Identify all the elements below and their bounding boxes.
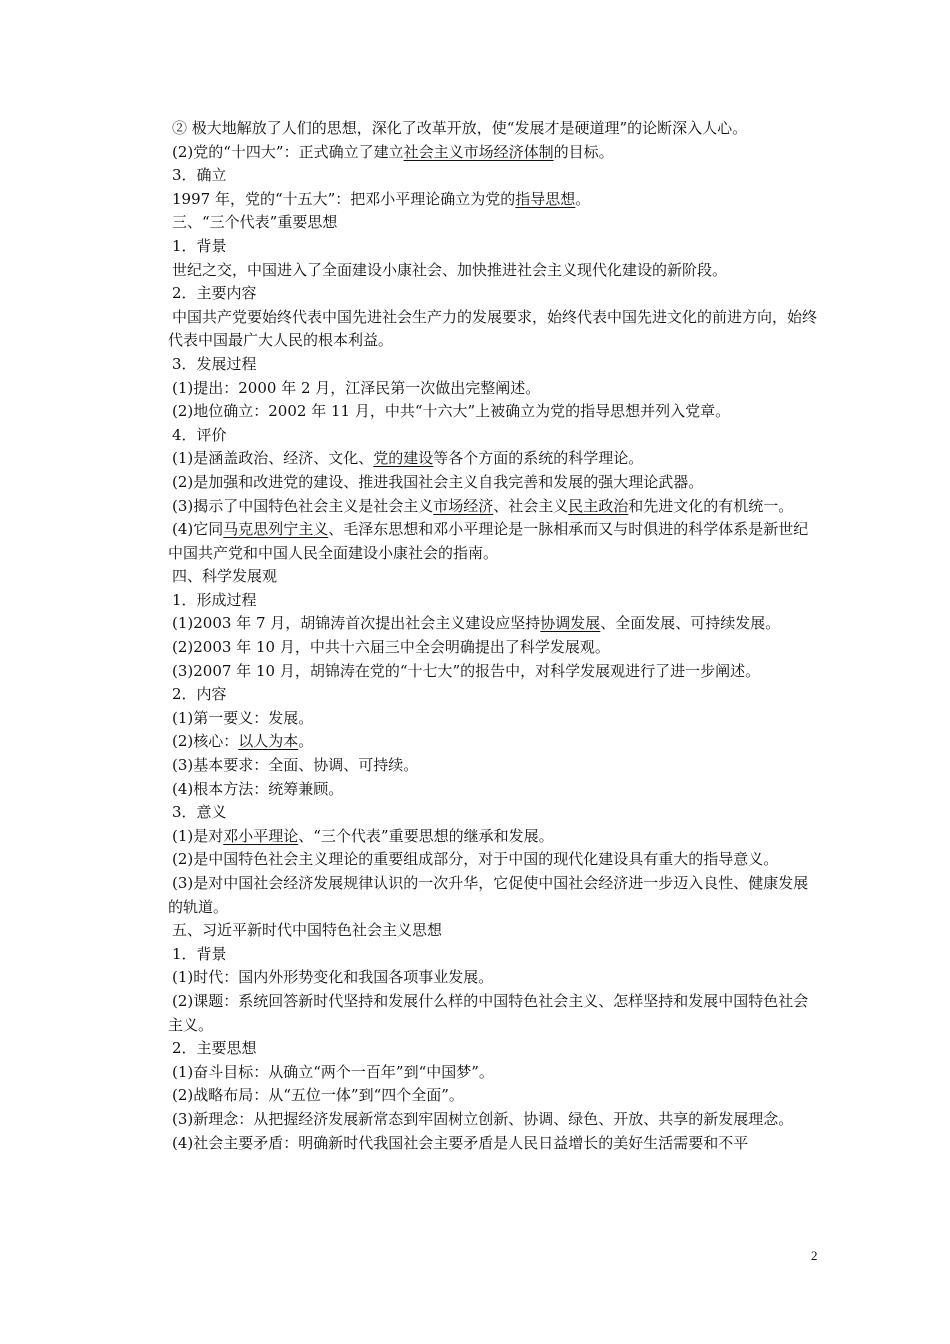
text-line [168, 778, 818, 802]
text-span: (1)第一要义：发展。 [172, 708, 314, 727]
underlined-term: 以人为本 [238, 732, 299, 751]
text-span: 五、习近平新时代中国特色社会主义思想 [172, 921, 443, 940]
text-span: 2．主要思想 [172, 1039, 257, 1058]
text-line [168, 1108, 818, 1132]
text-span: (3)是对中国社会经济发展规律认识的一次升华，它促使中国社会经济进一步迈入良性、健康发展的轨道。 [168, 874, 809, 916]
text-span: 2．内容 [172, 685, 227, 704]
text-span: 、毛泽东思想和邓小平理论是一脉相承而又与时俱进的科学体系是新世纪中国共产党和中国人民全面建设小康社会的指南。 [168, 520, 809, 562]
text-line [168, 1061, 818, 1085]
text-line [168, 141, 818, 165]
text-span: 、“三个代表”重要思想的继承和发展。 [298, 826, 554, 845]
text-line [168, 754, 818, 778]
text-span: 4．评价 [172, 425, 227, 444]
text-span: 三、“三个代表”重要思想 [172, 213, 338, 232]
text-line [168, 636, 818, 660]
text-span: (1)是对 [172, 826, 224, 845]
underlined-term: 邓小平理论 [223, 826, 299, 845]
document-body [168, 117, 818, 1155]
text-line [168, 353, 818, 377]
text-line [168, 447, 818, 471]
text-line [168, 707, 818, 731]
text-span: 、全面发展、可持续发展。 [600, 614, 781, 633]
page-number: 2 [811, 1248, 818, 1263]
text-line [168, 495, 818, 519]
text-span: (3)基本要求：全面、协调、可持续。 [172, 756, 419, 775]
underlined-term: 指导思想 [515, 189, 576, 208]
text-span: (1)2003 年 7 月，胡锦涛首次提出社会主义建设应坚持 [172, 614, 541, 633]
text-line [168, 683, 818, 707]
text-span: 1．形成过程 [172, 590, 257, 609]
text-span: 2．主要内容 [172, 284, 257, 303]
text-span: (3)揭示了中国特色社会主义是社会主义 [172, 496, 434, 515]
text-span: 3．确立 [172, 166, 227, 185]
text-line [168, 990, 818, 1037]
text-line [168, 424, 818, 448]
text-span: (4)根本方法：统筹兼顾。 [172, 779, 344, 798]
text-line [168, 943, 818, 967]
underlined-term: 协调发展 [540, 614, 601, 633]
text-line [168, 282, 818, 306]
text-line [168, 400, 818, 424]
text-line [168, 188, 818, 212]
text-line [168, 872, 818, 919]
text-span: 。 [575, 189, 591, 208]
text-span: (1)是涵盖政治、经济、文化、 [172, 449, 374, 468]
text-line [168, 825, 818, 849]
text-span: 、社会主义 [493, 496, 569, 515]
text-span: (2)核心： [172, 732, 239, 751]
text-span: 世纪之交，中国进入了全面建设小康社会、加快推进社会主义现代化建设的新阶段。 [172, 260, 728, 279]
text-span: (4)社会主要矛盾：明确新时代我国社会主要矛盾是人民日益增长的美好生活需要和不平 [172, 1133, 749, 1152]
text-span: (2)是中国特色社会主义理论的重要组成部分，对于中国的现代化建设具有重大的指导意义。 [172, 850, 779, 869]
text-span: 中国共产党要始终代表中国先进社会生产力的发展要求，始终代表中国先进文化的前进方向，始终代表中国最广大人民的根本利益。 [168, 307, 818, 350]
text-span: (2)是加强和改进党的建设、推进我国社会主义自我完善和发展的强大理论武器。 [172, 472, 704, 491]
text-line [168, 235, 818, 259]
text-span: (2)课题：系统回答新时代坚持和发展什么样的中国特色社会主义、怎样坚持和发展中国特色社会主义。 [168, 991, 809, 1034]
text-line [168, 801, 818, 825]
text-span: 和先进文化的有机统一。 [628, 496, 794, 515]
underlined-term: 马克思列宁主义 [223, 520, 329, 539]
text-span: (1)奋斗目标：从确立“两个一百年”到“中国梦”。 [172, 1062, 494, 1081]
text-line [168, 1084, 818, 1108]
text-span: (2)2003 年 10 月，中共十六届三中全会明确提出了科学发展观。 [172, 638, 610, 657]
text-line [168, 211, 818, 235]
text-line [168, 471, 818, 495]
text-span: 等各个方面的系统的科学理论。 [433, 449, 644, 468]
text-span: (4)它同 [172, 520, 224, 539]
text-line [168, 730, 818, 754]
text-span: (2)战略布局：从“五位一体”到“四个全面”。 [172, 1086, 464, 1105]
text-line [168, 1132, 818, 1156]
text-line [168, 848, 818, 872]
text-span: 的目标。 [553, 142, 614, 161]
underlined-term: 市场经济 [433, 496, 494, 515]
underlined-term: 民主政治 [568, 496, 629, 515]
text-line [168, 117, 818, 141]
text-line [168, 565, 818, 589]
text-line [168, 660, 818, 684]
text-line [168, 306, 818, 353]
text-line [168, 377, 818, 401]
text-span: 1997 年，党的“十五大”：把邓小平理论确立为党的 [172, 189, 516, 208]
text-line [168, 259, 818, 283]
text-line [168, 518, 818, 565]
text-line [168, 612, 818, 636]
text-line [168, 589, 818, 613]
underlined-term: 社会主义市场经济体制 [403, 142, 554, 161]
text-span: 1．背景 [172, 944, 227, 963]
text-span: 3．发展过程 [172, 354, 257, 373]
text-span: 四、科学发展观 [172, 567, 278, 586]
text-span: (1)提出：2000 年 2 月，江泽民第一次做出完整阐述。 [172, 378, 541, 397]
text-span: (3)2007 年 10 月，胡锦涛在党的“十七大”的报告中，对科学发展观进行了进一步阐述。 [172, 661, 761, 680]
text-span: 3．意义 [172, 803, 227, 822]
text-line [168, 966, 818, 990]
text-span: 。 [298, 732, 314, 751]
text-span: ② 极大地解放了人们的思想，深化了改革开放，使“发展才是硬道理”的论断深入人心。 [172, 119, 748, 137]
underlined-term: 党的建设 [373, 449, 434, 468]
text-line [168, 164, 818, 188]
text-line [168, 919, 818, 943]
text-span: (2)党的“十四大”：正式确立了建立 [172, 142, 404, 161]
text-span: (1)时代：国内外形势变化和我国各项事业发展。 [172, 968, 494, 987]
text-span: (2)地位确立：2002 年 11 月，中共“十六大”上被确立为党的指导思想并列入党章。 [172, 402, 731, 421]
text-line [168, 1037, 818, 1061]
text-span: 1．背景 [172, 236, 227, 255]
text-span: (3)新理念：从把握经济发展新常态到牢固树立创新、协调、绿色、开放、共享的新发展理念。 [172, 1109, 794, 1128]
